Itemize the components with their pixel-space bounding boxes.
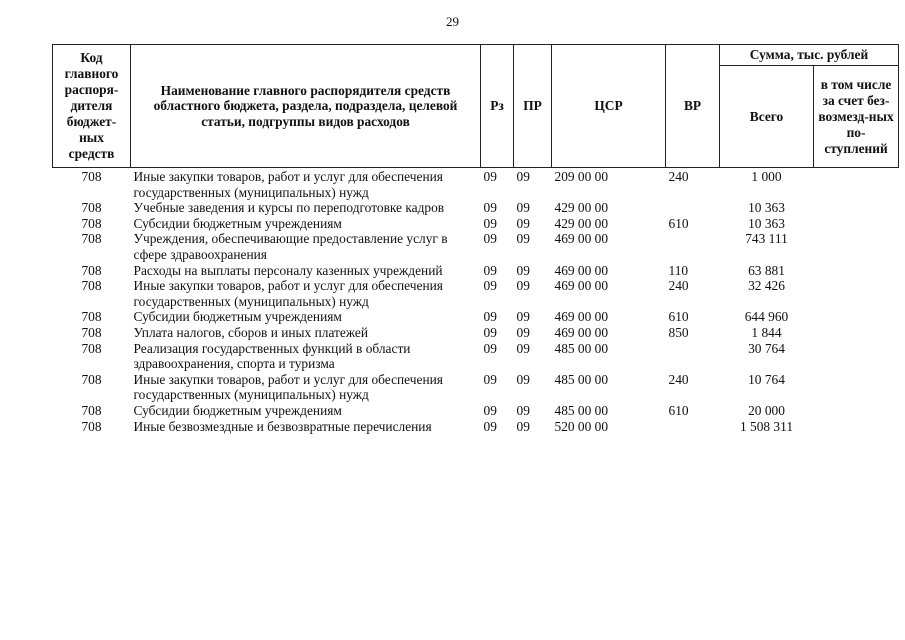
cell-total: 20 000 [748, 402, 785, 418]
cell-incl [814, 372, 899, 403]
cell-code: 708 [81, 324, 102, 340]
table-body [53, 168, 899, 435]
cell-name: Реализация государственных функций в области здравоохранения, спорта и туризма [133, 340, 411, 372]
table-row [53, 263, 899, 279]
cell-csr: 520 00 00 [554, 418, 609, 434]
cell-csr: 469 00 00 [554, 309, 609, 325]
cell-incl [814, 403, 899, 419]
cell-rz: 09 [483, 309, 497, 325]
header-rz: Рз [481, 45, 514, 168]
cell-vr: 610 [668, 215, 689, 231]
cell-pr: 09 [516, 262, 530, 278]
cell-code: 708 [81, 262, 102, 278]
cell-incl [814, 200, 899, 216]
cell-vr [666, 200, 720, 216]
cell-code: 708 [81, 200, 102, 216]
cell-name: Субсидии бюджетным учреждениям [133, 309, 342, 325]
header-incl: в том числе за счет без-возмезд-ных по-ступлений [814, 66, 899, 168]
cell-vr [666, 231, 720, 262]
cell-vr: 110 [668, 262, 689, 278]
cell-total: 743 111 [745, 231, 788, 247]
cell-total: 10 363 [748, 215, 785, 231]
cell-vr: 610 [668, 402, 689, 418]
cell-pr: 09 [516, 324, 530, 340]
cell-vr: 850 [668, 324, 689, 340]
cell-rz: 09 [483, 418, 497, 434]
cell-csr: 469 00 00 [554, 324, 609, 340]
cell-vr: 610 [668, 309, 689, 325]
cell-name: Иные закупки товаров, работ и услуг для обеспечения государственных (муниципальных) нужд [133, 169, 443, 200]
cell-total: 10 363 [748, 200, 785, 216]
cell-pr: 09 [516, 169, 530, 184]
cell-name: Уплата налогов, сборов и иных платежей [133, 324, 369, 340]
cell-code: 708 [81, 371, 102, 387]
header-vr: ВР [666, 45, 720, 168]
cell-name: Расходы на выплаты персоналу казенных учреждений [133, 262, 443, 278]
header-sum: Сумма, тыс. рублей [720, 45, 899, 66]
cell-csr: 485 00 00 [554, 371, 609, 387]
table-row [53, 403, 899, 419]
cell-vr [666, 419, 720, 435]
table-row [53, 278, 899, 309]
cell-rz: 09 [483, 402, 497, 418]
cell-incl [814, 231, 899, 262]
cell-rz: 09 [483, 169, 497, 184]
cell-total: 63 881 [748, 262, 785, 278]
cell-code: 708 [81, 402, 102, 418]
cell-name: Иные закупки товаров, работ и услуг для обеспечения государственных (муниципальных) нужд [133, 278, 443, 309]
cell-name: Учреждения, обеспечивающие предоставление услуг в сфере здравоохранения [133, 231, 448, 262]
cell-total: 1 000 [751, 169, 782, 184]
cell-pr: 09 [516, 200, 530, 216]
cell-name: Иные безвозмездные и безвозвратные перечисления [133, 418, 432, 434]
cell-csr: 469 00 00 [554, 278, 609, 294]
cell-csr: 469 00 00 [554, 231, 609, 247]
cell-vr: 240 [668, 169, 689, 184]
header-total: Всего [720, 66, 814, 168]
cell-total: 32 426 [748, 278, 785, 294]
cell-rz: 09 [483, 340, 497, 356]
table-row [53, 200, 899, 216]
cell-code: 708 [81, 231, 102, 247]
cell-total: 30 764 [748, 340, 785, 356]
cell-name: Иные закупки товаров, работ и услуг для обеспечения государственных (муниципальных) нужд [133, 371, 443, 403]
cell-rz: 09 [483, 215, 497, 231]
cell-total: 10 764 [748, 371, 785, 387]
cell-code: 708 [81, 278, 102, 294]
header-name: Наименование главного распорядителя средств областного бюджета, раздела, подраздела, целевой статьи, подгруппы видов расходов [131, 45, 481, 168]
table-row [53, 419, 899, 435]
cell-total: 1 844 [751, 324, 782, 340]
cell-name: Субсидии бюджетным учреждениям [133, 215, 342, 231]
page-number: 29 [446, 14, 459, 29]
header-csr: ЦСР [552, 45, 666, 168]
cell-incl [814, 216, 899, 232]
cell-pr: 09 [516, 340, 530, 356]
cell-total: 1 508 311 [739, 418, 794, 434]
table-row [53, 309, 899, 325]
cell-rz: 09 [483, 262, 497, 278]
table-header [53, 45, 899, 168]
cell-incl [814, 419, 899, 435]
cell-code: 708 [81, 309, 102, 325]
cell-pr: 09 [516, 309, 530, 325]
cell-incl [814, 341, 899, 372]
cell-csr: 485 00 00 [554, 340, 609, 356]
table-row [53, 231, 899, 262]
cell-incl [814, 325, 899, 341]
cell-incl [814, 278, 899, 309]
cell-rz: 09 [483, 231, 497, 247]
cell-name: Субсидии бюджетным учреждениям [133, 402, 342, 418]
cell-vr: 240 [668, 371, 689, 387]
cell-pr: 09 [516, 418, 530, 434]
cell-code: 708 [81, 169, 102, 184]
cell-pr: 09 [516, 371, 530, 387]
cell-pr: 09 [516, 402, 530, 418]
cell-incl [814, 309, 899, 325]
cell-code: 708 [81, 340, 102, 356]
cell-pr: 09 [516, 231, 530, 247]
cell-incl [814, 168, 899, 201]
cell-code: 708 [81, 215, 102, 231]
cell-code: 708 [81, 418, 102, 434]
cell-rz: 09 [483, 371, 497, 387]
table-row [53, 341, 899, 372]
cell-name: Учебные заведения и курсы по переподготовке кадров [133, 200, 445, 216]
cell-rz: 09 [483, 278, 497, 294]
table-row [53, 325, 899, 341]
table-row [53, 216, 899, 232]
cell-total: 644 960 [744, 309, 789, 325]
cell-vr [666, 341, 720, 372]
cell-csr: 429 00 00 [554, 215, 609, 231]
cell-csr: 485 00 00 [554, 402, 609, 418]
cell-csr: 429 00 00 [554, 200, 609, 216]
header-code: Код главного распоря-дителя бюджет-ных средств [53, 45, 131, 168]
table-row [53, 372, 899, 403]
budget-table [52, 44, 899, 434]
cell-pr: 09 [516, 278, 530, 294]
cell-incl [814, 263, 899, 279]
cell-rz: 09 [483, 200, 497, 216]
cell-vr: 240 [668, 278, 689, 294]
table-row [53, 168, 899, 201]
cell-csr: 209 00 00 [554, 169, 609, 184]
cell-rz: 09 [483, 324, 497, 340]
header-pr: ПР [514, 45, 552, 168]
cell-csr: 469 00 00 [554, 262, 609, 278]
cell-pr: 09 [516, 215, 530, 231]
